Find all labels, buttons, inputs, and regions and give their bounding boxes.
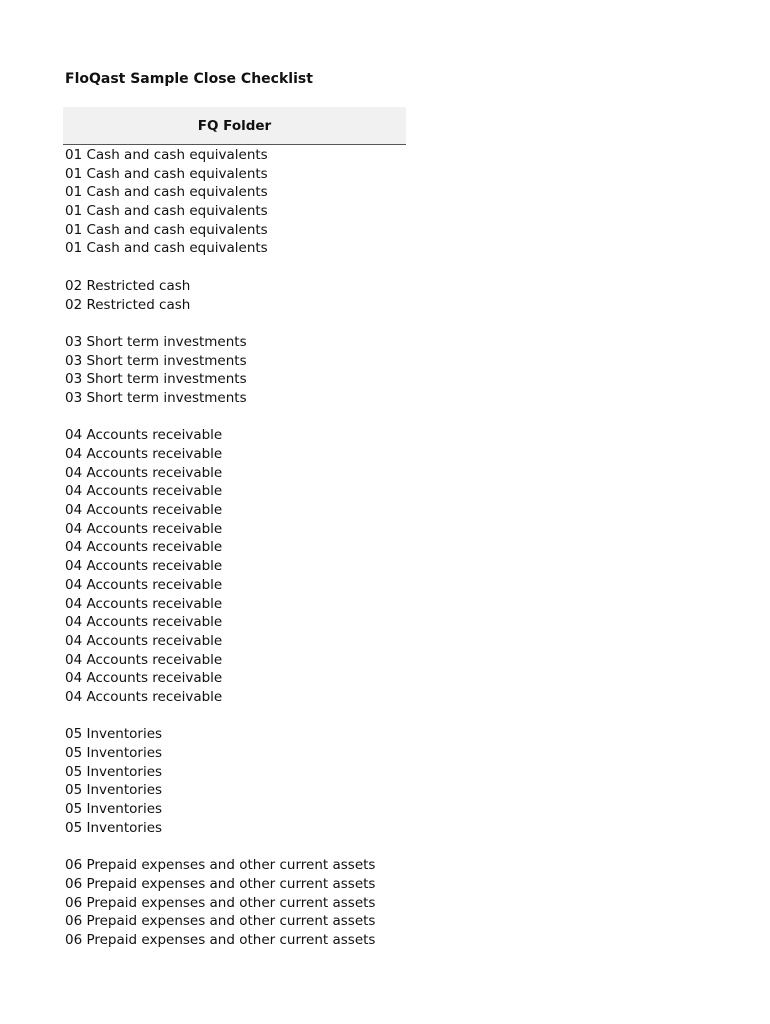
table-row: 01 Cash and cash equivalents (65, 203, 268, 220)
table-row: 06 Prepaid expenses and other current assets (65, 913, 376, 930)
column-header-fq-folder: FQ Folder (63, 107, 406, 145)
table-row: 04 Accounts receivable (65, 688, 223, 705)
table-row: 04 Accounts receivable (65, 595, 223, 612)
table-row: 04 Accounts receivable (65, 632, 223, 649)
table-row: 05 Inventories (65, 819, 163, 836)
blank-row (63, 837, 406, 856)
table-row: 06 Prepaid expenses and other current assets (65, 894, 376, 911)
blank-row (63, 314, 406, 333)
table-row: 01 Cash and cash equivalents (65, 221, 268, 238)
table-row: 05 Inventories (65, 745, 163, 761)
table-row: 04 Accounts receivable (65, 483, 223, 500)
table-row: 04 Accounts receivable (65, 651, 223, 668)
table-row: 04 Accounts receivable (65, 502, 223, 519)
table-row: 03 Short term investments (65, 371, 247, 388)
table-row: 01 Cash and cash equivalents (65, 147, 268, 163)
blank-row (63, 408, 406, 427)
table-row: 05 Inventories (65, 782, 163, 799)
table-row: 04 Accounts receivable (65, 614, 223, 631)
table-row: 04 Accounts receivable (65, 558, 223, 575)
table-row: 06 Prepaid expenses and other current assets (65, 857, 376, 874)
table-row: 04 Accounts receivable (65, 520, 223, 537)
table-row: 02 Restricted cash (65, 296, 191, 313)
table-row: 05 Inventories (65, 801, 163, 818)
table-row: 02 Restricted cash (65, 277, 191, 294)
checklist-table (63, 107, 406, 950)
page-title: FloQast Sample Close Checklist (65, 71, 313, 87)
table-row: 04 Accounts receivable (65, 539, 223, 556)
table-row: 04 Accounts receivable (65, 576, 223, 593)
table-body (63, 145, 406, 950)
table-row: 03 Short term investments (65, 333, 247, 350)
table-row: 04 Accounts receivable (65, 446, 223, 462)
table-row: 05 Inventories (65, 726, 163, 743)
table-row: 04 Accounts receivable (65, 464, 223, 481)
table-row: 06 Prepaid expenses and other current assets (65, 931, 376, 948)
table-row: 01 Cash and cash equivalents (65, 165, 268, 182)
blank-row (63, 258, 406, 277)
table-row: 03 Short term investments (65, 352, 247, 369)
table-row: 04 Accounts receivable (65, 670, 223, 687)
table-row: 05 Inventories (65, 763, 163, 780)
blank-row (63, 707, 406, 726)
table-row: 04 Accounts receivable (65, 427, 223, 444)
table-row: 01 Cash and cash equivalents (65, 240, 268, 257)
table-row: 06 Prepaid expenses and other current assets (65, 875, 376, 892)
table-row: 03 Short term investments (65, 389, 247, 406)
table-row: 01 Cash and cash equivalents (65, 184, 268, 201)
